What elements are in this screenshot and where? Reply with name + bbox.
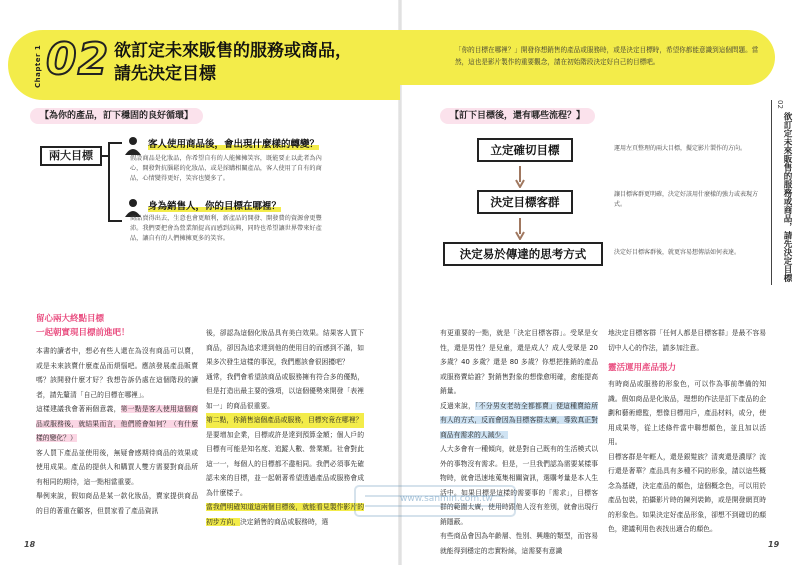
goal1-text: 假設商品是化妝品，你希望自有的人能擁擁笑容，既能要止以此者為內心，開發對抗腦鬆的化妝品，或是採購相關產品，客人使用了自有的商品，心情變得更好，笑容也變多了。: [130, 155, 322, 182]
goal-connector-vertical: [108, 142, 110, 222]
paragraph: 本書的讀者中，想必有些人還在為沒有商品可以賣，或是未來該賣什麼產品而煩惱吧。應該發展產品販賣嗎？該開發什麼才好？我想告訴仍處在這個階段的讀者，請先釐清「自己的目標在哪裡」。: [36, 347, 198, 399]
customer-icon: [122, 134, 144, 156]
left-pink-heading-1: 留心兩大終點目標: [36, 314, 105, 324]
paragraph: 目標客群是年輕人，還是銀髮族？清爽還是濃厚？流行還是奢華？產品具有多種不同的形象，請以這些概念為基礎，決定產品的顏色，這個概念色，可以用於產品包裝，拍攝影片時的陳列裝飾，或是開發網頁時的形象色。如果決定好產品形象，卻想不到確切的顏色，建議利用色表找出適合的顏色。: [608, 452, 766, 533]
side-chapter-number: 02: [776, 100, 784, 109]
highlighted-text: 當我們明確知道這兩個目標後，就能看見製作影片的初步方向，: [206, 503, 364, 526]
paragraph: 人大多會有一種傾向，就是對自己既有的生活模式以外的事物沒有需求。但是，一旦我們認為需要某樣事物時，就會迅速地蒐集相關資訊，選購考量是本人生活中。如果目標是這樣的需要事的「需求」，目標客群的範圍太廣，使用時跟他人沒有差別，就會出現行銷隱蔽。: [440, 445, 598, 526]
paragraph: 後，卻認為這個化妝品具有美白效果。結果客人買下商品，卻因為追求達到他的使用目的而感到不滿，如果多次發生這樣的事況，我們應該會很困擾吧？: [206, 329, 364, 366]
paragraph: 通常，我們會希望該商品或服務擁有符合多的優點，但是打造出最主要的強項，以這個優勢來開發「表裡如一」的商品很重要。: [206, 372, 364, 410]
flow-step-3-note: 決定好目標客群後，就更容易想傳話如何表達。: [614, 249, 741, 256]
left-pink-heading-2: 一起朝實現目標前進吧！: [36, 328, 130, 338]
highlighted-text: 第一點是客人使用這個商品或服務後，就結果而言，他們將會如何？（有什麼樣的變化？）: [36, 405, 198, 442]
highlighted-text: 「不分男女老幼全都都賣」便這種賣給所有人的方式，反而會因為目標客群太廣，導致真正對商品有需求的人減少。: [440, 401, 598, 439]
paragraph: 第二點，你銷售這個產品或服務，目標究竟在哪裡？: [206, 413, 364, 428]
section-tag-right: 【訂下目標後，還有哪些流程？】: [440, 108, 595, 124]
paragraph: [440, 399, 598, 443]
goal-connector-bottom: [108, 220, 122, 222]
paragraph-lead: 反過來說，: [440, 401, 476, 410]
right-body-col2: [608, 326, 766, 537]
goal2-heading-text: 身為銷售人，你的目標在哪裡？: [148, 201, 282, 212]
watermark-url: www.sanmin.com.tw: [400, 494, 493, 504]
goal2-heading: [148, 198, 281, 212]
side-running-title: 欲訂定未來販售的服務或商品，請先決定目標: [782, 112, 792, 282]
paragraph: 舉例來說，假如商品是某一款化妝品，賣家提供商品的目的著重在顧客，但買家看了產品資訊: [36, 492, 198, 515]
section-tag-left: 【為你的產品，訂下穩固的良好循環】: [30, 108, 203, 124]
paragraph-tail: 決定銷售的商品或服務時，選: [239, 517, 329, 526]
paragraph: 地決定目標客群「任何人都是目標客群」是最不容易切中人心的作法，請多加注意。: [608, 329, 766, 352]
page-number-left: 18: [24, 540, 36, 549]
two-goals-box: 兩大目標: [40, 146, 102, 166]
flow-step-2: 決定目標客群: [477, 190, 573, 214]
chapter-label: Chapter 1: [34, 44, 42, 88]
paragraph: 有些商品會因為年齡層、性別、興趣的類型，而容易就能得到穩定的忠實粉絲，這需要有意識: [440, 532, 598, 555]
flow-step-3: 決定易於傳達的思考方式: [443, 242, 603, 266]
arrow-down-icon: [515, 218, 525, 240]
goal1-heading: [148, 136, 319, 150]
flow-step-2-note: 讓目標客群更明確，決定好該用什麼樣的強力或表現方式。: [614, 191, 759, 208]
goal2-text: 商品賣得出去，生意也會更順利，新產品的開發、開發費的資源會更豐沛。我們要把會為營業額提高而感到高興，同時也希望讓世界帶來好產品，讓自有的人們擁擁更多的笑容。: [130, 215, 322, 242]
chapter-title: [114, 40, 394, 86]
chapter-title-line1: 欲訂定未來販售的服務或商品，: [114, 41, 352, 61]
paragraph: 有更重要的一點，就是「決定目標客群」。受眾是女性，還是男性？是兒童，還是成人？成人受眾是 20 多歲？40 多歲？還是 80 多歲？你想把推銷的產品或服務賣給誰？對銷售對象的想像愈明確，愈能提高銷量。: [440, 329, 598, 395]
flow-step-1: 立定確切目標: [477, 138, 573, 162]
right-pink-heading: 靈活運用產品張力: [608, 363, 677, 373]
paragraph-lead: 這樣建議我會著兩個意義，: [36, 405, 121, 413]
arrow-down-icon: [515, 166, 525, 188]
chapter-intro: 「你的目標在哪裡？」開發你想銷售的產品或服務時，或是決定目標時，希望你都能意識到這個問題。當然，這也是影片製作的重要觀念，請在初始階段決定好自己的目標吧。: [455, 46, 759, 66]
flow-step-1-note: 運用左頁整理的兩大目標，擬定影片製作的方向。: [614, 145, 747, 152]
left-body-col1: [36, 344, 198, 518]
paragraph: 客人買下產品並使用後，無疑會感期待商品的效果或使用成果。產品的提供人和購買人雙方需要對商品所有相同的期待，這一點相當重要。: [36, 448, 198, 486]
paragraph: 有時商品或服務的形象色，可以作為事前準備的知識。假如商品是化妝品，理想的作法是訂下產品的企劃和藝術總監，想像目標用戶，產品材料，或分，使用成果等，從上述條件當中聯想顏色，並且加以活用。: [608, 380, 766, 446]
paragraph: 是要增加企業，目標或許是達到預算金額；個人戶的目標有可能是知名度、追蹤人數、營業額。社會對此這一一，每個人的目標都不盡相同。我們必須事先確認未來的目標，並一起朝著希望透過產品或服務會成為什麼樣子。: [206, 430, 364, 497]
goal-connector-top: [108, 142, 122, 144]
paragraph: [36, 402, 198, 446]
chapter-number: 02: [46, 34, 110, 85]
page-number-right: 19: [768, 540, 780, 549]
chapter-title-line2: 請先決定目標: [114, 64, 216, 84]
side-divider: [771, 100, 772, 285]
goal1-heading-text: 客人使用商品後，會出現什麼樣的轉變？: [148, 139, 320, 150]
